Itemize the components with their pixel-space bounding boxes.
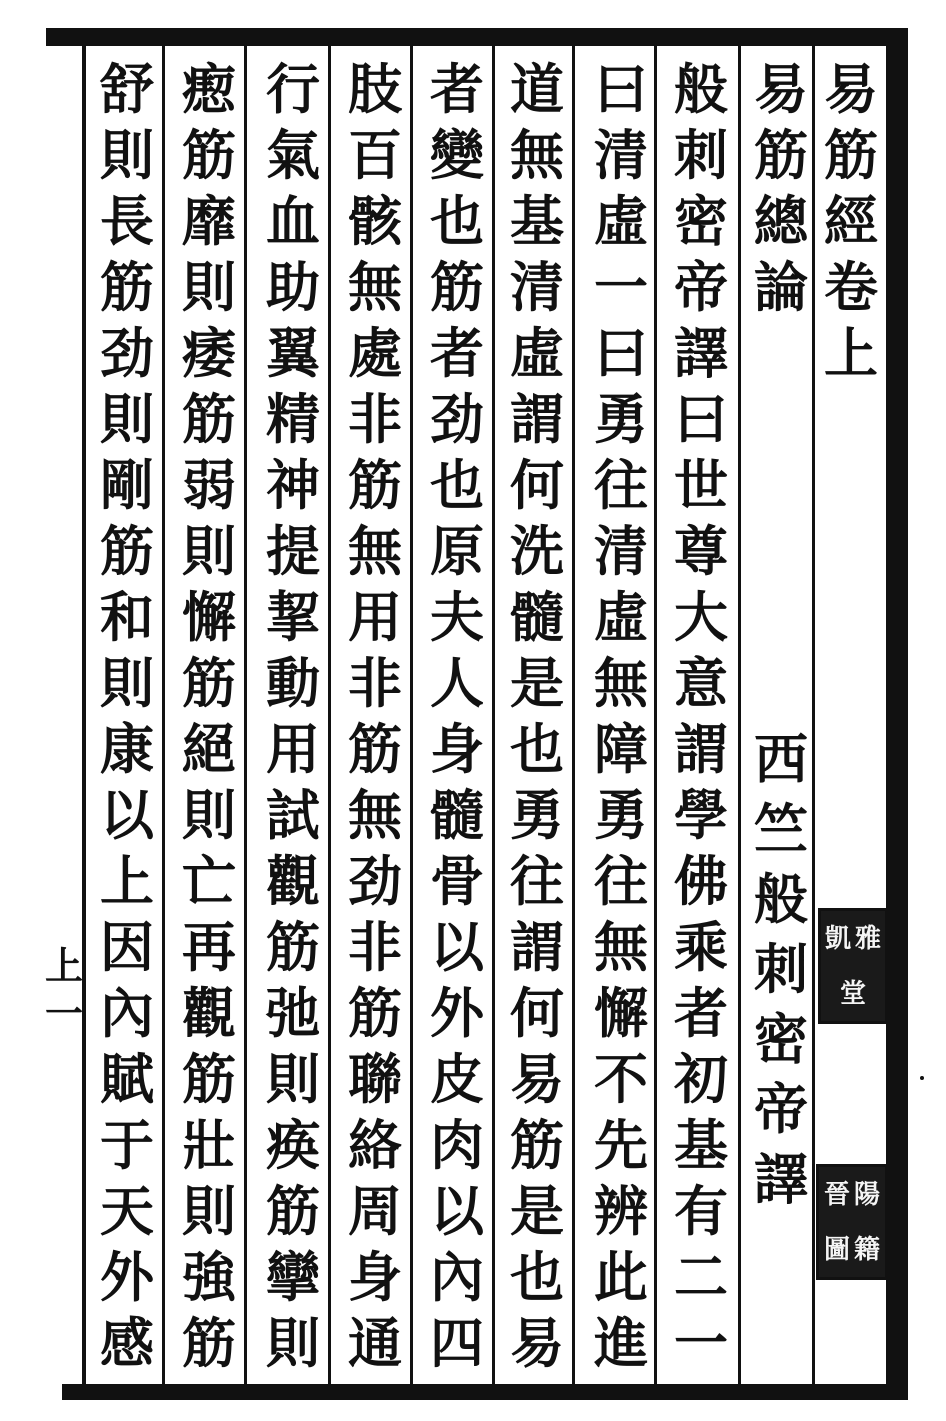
- character: 處: [348, 321, 402, 385]
- character: 何: [510, 981, 564, 1045]
- character: 刺: [754, 937, 808, 1001]
- character: 則: [266, 1047, 320, 1111]
- column-divider: [654, 46, 657, 1384]
- character: 筋: [100, 519, 154, 583]
- character: 絕: [182, 717, 236, 781]
- character: 何: [510, 453, 564, 517]
- character: 身: [348, 1245, 402, 1309]
- character: 無: [348, 783, 402, 847]
- character: 是: [510, 651, 564, 715]
- column-divider: [328, 46, 331, 1384]
- character: 不: [594, 1047, 648, 1111]
- top-border: [46, 28, 908, 46]
- character: 基: [674, 1113, 728, 1177]
- bottom-border: [62, 1384, 904, 1400]
- character: 清: [594, 123, 648, 187]
- character: 無: [348, 519, 402, 583]
- character: 易: [510, 1311, 564, 1375]
- character: 乘: [674, 915, 728, 979]
- character: 筋: [182, 1311, 236, 1375]
- character: 二: [674, 1245, 728, 1309]
- character: 此: [594, 1245, 648, 1309]
- text-line-1: [668, 56, 734, 1378]
- character: 道: [510, 57, 564, 121]
- character: 易: [824, 57, 878, 121]
- character: 密: [674, 189, 728, 253]
- character: 攣: [266, 1245, 320, 1309]
- character: 康: [100, 717, 154, 781]
- character: 舒: [100, 57, 154, 121]
- character: 進: [594, 1311, 648, 1375]
- character: 者: [674, 981, 728, 1045]
- character: 神: [266, 453, 320, 517]
- character: 基: [510, 189, 564, 253]
- column-divider: [492, 46, 495, 1384]
- text-line-2: [588, 56, 654, 1378]
- column-divider: [244, 46, 247, 1384]
- seal-glyph: 凱: [824, 923, 851, 954]
- character: 氣: [266, 123, 320, 187]
- character: 也: [510, 1245, 564, 1309]
- character: 則: [182, 1179, 236, 1243]
- character: 行: [266, 57, 320, 121]
- character: 肢: [348, 57, 402, 121]
- character: 以: [430, 1179, 484, 1243]
- character: 骨: [430, 849, 484, 913]
- character: 提: [266, 519, 320, 583]
- character: 非: [348, 387, 402, 451]
- character: 者: [430, 321, 484, 385]
- character: 懈: [182, 585, 236, 649]
- character: 筋: [824, 123, 878, 187]
- column-divider: [738, 46, 741, 1384]
- character: 謂: [510, 915, 564, 979]
- character: 虛: [594, 189, 648, 253]
- character: 般: [674, 57, 728, 121]
- character: 則: [182, 783, 236, 847]
- character: 上: [100, 849, 154, 913]
- character: 原: [430, 519, 484, 583]
- column-divider: [572, 46, 575, 1384]
- character: 洗: [510, 519, 564, 583]
- text-line-4: [424, 56, 490, 1378]
- character: 世: [674, 453, 728, 517]
- collector-seal-upper: [818, 908, 888, 1024]
- character: 變: [430, 123, 484, 187]
- character: 無: [594, 915, 648, 979]
- character: 謂: [674, 717, 728, 781]
- character: 壯: [182, 1113, 236, 1177]
- character: 身: [430, 717, 484, 781]
- character: 動: [266, 651, 320, 715]
- character: 筋: [266, 915, 320, 979]
- seal-glyph: 雅: [854, 923, 881, 954]
- character: 是: [510, 1179, 564, 1243]
- character: 通: [348, 1311, 402, 1375]
- character: 以: [430, 915, 484, 979]
- character: 再: [182, 915, 236, 979]
- ink-speck: [920, 1076, 924, 1080]
- text-line-3: [504, 56, 570, 1378]
- character: 竺: [754, 797, 808, 861]
- character: 論: [754, 255, 808, 319]
- character: 經: [824, 189, 878, 253]
- character: 也: [430, 453, 484, 517]
- character: 般: [754, 867, 808, 931]
- character: 瘛: [182, 57, 236, 121]
- collector-seal-lower: [816, 1164, 888, 1280]
- character: 筋: [430, 255, 484, 319]
- character: 外: [430, 981, 484, 1045]
- character: 內: [430, 1245, 484, 1309]
- character: 則: [266, 1311, 320, 1375]
- character: 尊: [674, 519, 728, 583]
- column-divider: [410, 46, 413, 1384]
- character: 血: [266, 189, 320, 253]
- character: 初: [674, 1047, 728, 1111]
- character: 非: [348, 915, 402, 979]
- character: 勇: [594, 387, 648, 451]
- character: 肉: [430, 1113, 484, 1177]
- character: 痪: [266, 1113, 320, 1177]
- character: 佛: [674, 849, 728, 913]
- character: 虛: [510, 321, 564, 385]
- character: 筋: [182, 387, 236, 451]
- character: 懈: [594, 981, 648, 1045]
- character: 障: [594, 717, 648, 781]
- character: 筋: [182, 1047, 236, 1111]
- character: 筋: [348, 453, 402, 517]
- character: 試: [266, 783, 320, 847]
- seal-glyph: 籍: [853, 1234, 880, 1265]
- character: 和: [100, 585, 154, 649]
- character: 無: [594, 651, 648, 715]
- character: 則: [100, 123, 154, 187]
- character: 曰: [594, 321, 648, 385]
- character: 往: [594, 849, 648, 913]
- character: 感: [100, 1311, 154, 1375]
- character: 則: [100, 387, 154, 451]
- character: 往: [510, 849, 564, 913]
- character: 劲: [430, 387, 484, 451]
- page-number: [44, 942, 84, 1038]
- character: 人: [430, 651, 484, 715]
- character: 髓: [430, 783, 484, 847]
- character: 勇: [594, 783, 648, 847]
- character: 用: [266, 717, 320, 781]
- character: 曰: [674, 387, 728, 451]
- character: 有: [674, 1179, 728, 1243]
- character: 靡: [182, 189, 236, 253]
- seal-glyph: 圖: [823, 1234, 850, 1265]
- character: 以: [100, 783, 154, 847]
- folio-character: 上: [44, 943, 83, 988]
- character: 無: [348, 255, 402, 319]
- character: 周: [348, 1179, 402, 1243]
- right-border: [886, 28, 908, 1400]
- character: 百: [348, 123, 402, 187]
- character: 易: [754, 57, 808, 121]
- character: 弛: [266, 981, 320, 1045]
- character: 虛: [594, 585, 648, 649]
- character: 意: [674, 651, 728, 715]
- character: 也: [430, 189, 484, 253]
- character: 刺: [674, 123, 728, 187]
- seal-glyph: 陽: [853, 1179, 880, 1210]
- text-line-8: [94, 56, 160, 1378]
- character: 則: [100, 651, 154, 715]
- character: 謂: [510, 387, 564, 451]
- character: 往: [594, 453, 648, 517]
- character: 于: [100, 1113, 154, 1177]
- character: 四: [430, 1311, 484, 1375]
- character: 西: [754, 727, 808, 791]
- character: 外: [100, 1245, 154, 1309]
- character: 劲: [100, 321, 154, 385]
- left-border: [82, 46, 86, 1384]
- character: 觀: [182, 981, 236, 1045]
- character: 卷: [824, 255, 878, 319]
- character: 剛: [100, 453, 154, 517]
- character: 筋: [266, 1179, 320, 1243]
- character: 翼: [266, 321, 320, 385]
- character: 易: [510, 1047, 564, 1111]
- character: 譯: [674, 321, 728, 385]
- character: 劲: [348, 849, 402, 913]
- character: 帝: [754, 1077, 808, 1141]
- character: 也: [510, 717, 564, 781]
- character: 夫: [430, 585, 484, 649]
- character: 骸: [348, 189, 402, 253]
- character: 大: [674, 585, 728, 649]
- column-divider: [162, 46, 165, 1384]
- character: 弱: [182, 453, 236, 517]
- character: 強: [182, 1245, 236, 1309]
- character: 內: [100, 981, 154, 1045]
- character: 總: [754, 189, 808, 253]
- character: 密: [754, 1007, 808, 1071]
- character: 曰: [594, 57, 648, 121]
- character: 清: [510, 255, 564, 319]
- character: 長: [100, 189, 154, 253]
- character: 筋: [348, 717, 402, 781]
- character: 皮: [430, 1047, 484, 1111]
- text-line-7: [176, 56, 242, 1378]
- character: 髓: [510, 585, 564, 649]
- character: 聯: [348, 1047, 402, 1111]
- character: 助: [266, 255, 320, 319]
- character: 精: [266, 387, 320, 451]
- character: 一: [674, 1311, 728, 1375]
- character: 先: [594, 1113, 648, 1177]
- character: 挈: [266, 585, 320, 649]
- character: 則: [182, 255, 236, 319]
- character: 清: [594, 519, 648, 583]
- character: 一: [594, 255, 648, 319]
- translator-credit: [748, 724, 814, 1204]
- character: 痿: [182, 321, 236, 385]
- character: 帝: [674, 255, 728, 319]
- character: 筋: [510, 1113, 564, 1177]
- character: 絡: [348, 1113, 402, 1177]
- character: 學: [674, 783, 728, 847]
- character: 賦: [100, 1047, 154, 1111]
- text-line-6: [260, 56, 326, 1378]
- seal-glyph: 晉: [823, 1179, 850, 1210]
- character: 非: [348, 651, 402, 715]
- character: 因: [100, 915, 154, 979]
- folio-character: 一: [44, 991, 83, 1036]
- character: 筋: [348, 981, 402, 1045]
- character: 上: [824, 321, 878, 385]
- character: 譯: [754, 1147, 808, 1204]
- character: 者: [430, 57, 484, 121]
- character: 天: [100, 1179, 154, 1243]
- character: 筋: [754, 123, 808, 187]
- character: 用: [348, 585, 402, 649]
- character: 勇: [510, 783, 564, 847]
- character: 無: [510, 123, 564, 187]
- character: 筋: [182, 651, 236, 715]
- seal-glyph: 堂: [839, 978, 866, 1009]
- character: 筋: [182, 123, 236, 187]
- character: 觀: [266, 849, 320, 913]
- character: 亡: [182, 849, 236, 913]
- character: 則: [182, 519, 236, 583]
- character: 辨: [594, 1179, 648, 1243]
- character: 筋: [100, 255, 154, 319]
- text-line-5: [342, 56, 408, 1378]
